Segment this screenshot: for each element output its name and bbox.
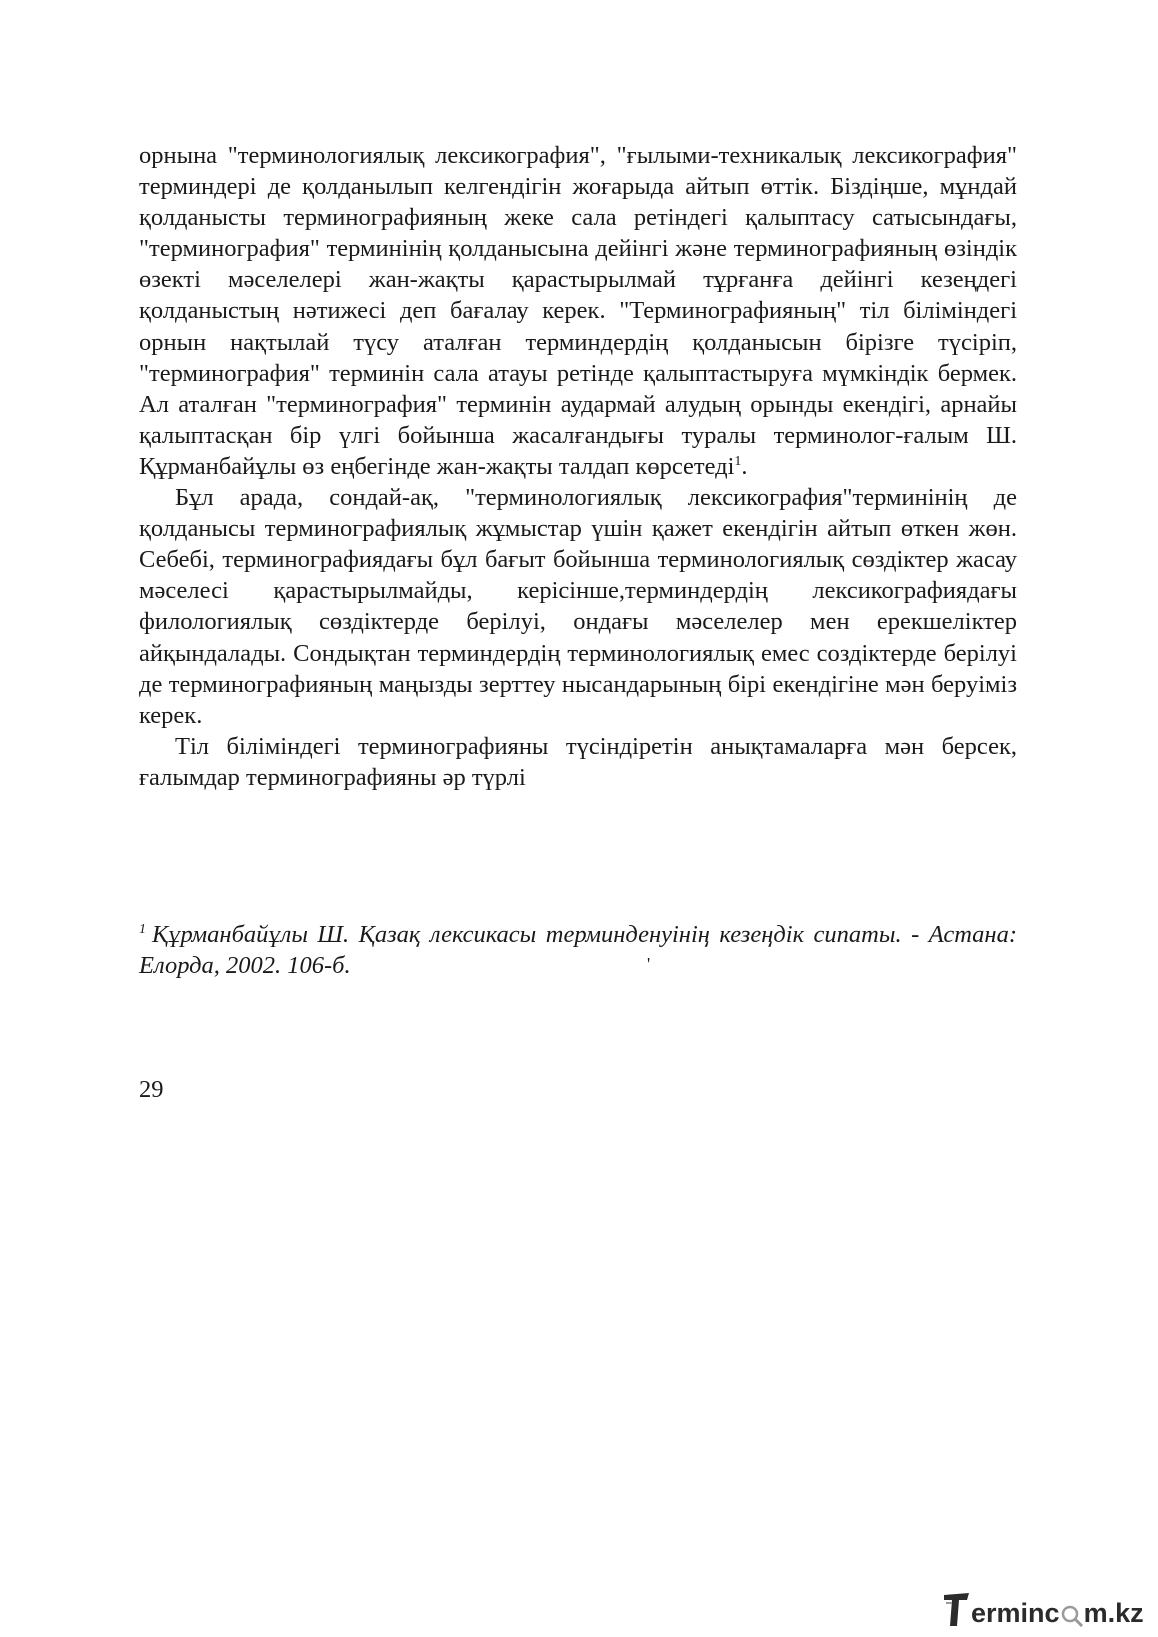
paragraph-1-end: . (741, 452, 748, 480)
t-logo-icon (943, 1591, 971, 1627)
paragraph-2: Бұл арада, сондай-ақ, "терминологиялық лексикография"терминінің де қолданысы терминографиялық жұмыстар үшін қажет екендігін айтып өткен жөн. Себебі, терминографиядағы бұл бағыт бойынша терминологиялық сөздіктер жасау мәселесі қарастырылмайды, керісінше,терминдердің лексикографиядағы филологиялық сөздіктерде берілуі, ондағы мәселелер мен ерекшеліктер айқындалады. Сондықтан терминдердің терминологиялық емес создіктерде берілуі де терминографияның маңызды зерттеу нысандарының бірі екендігіне мән беруіміз керек. (139, 484, 1017, 729)
termincom-watermark (943, 1587, 1144, 1627)
footnote-marker: 1 (139, 922, 146, 937)
page-number: 29 (139, 1076, 164, 1103)
magnifier-icon (1060, 1599, 1084, 1627)
paragraph-1-text: орнына "терминологиялық лексикография", "ғылыми-техникалық лексикография" терминдері де қолданылып келгендігін жоғарыда айтып өттік. Біздіңше, мұндай қолданысты терминографияның жеке сала ретіндегі қалыптасу сатысындағы, "терминография" терминінің қолданысына дейінгі және терминографияның өзіндік өзекті мәселелері жан-жақты қарастырылмай тұрғанға дейінгі кезеңдегі қолданыстың нәтижесі деп бағалау керек. "Терминографияның" тіл біліміндегі орнын нақтылай түсу аталған терминдердің қолданысын бірізге түсіріп, "терминография" терминін сала атауы ретінде қалыптастыруға мүмкіндік бермек. Ал аталған "терминография" терминін аудармай алудың орынды екендігі, арнайы қалыптасқан бір үлгі бойынша жасалғандығы туралы терминолог-ғалым Ш. Құрманбайұлы өз еңбегінде жан-жақты талдап көрсетеді (139, 142, 1017, 480)
paragraph-3: Тіл біліміндегі терминографияны түсіндіретін анықтамаларға мән берсек, ғалымдар терминографияны әр түрлі (139, 732, 1017, 791)
watermark-text-2: c (1044, 1598, 1060, 1628)
watermark-text-1: ermin (971, 1598, 1045, 1628)
paragraph-1 (139, 140, 1017, 482)
watermark-text-3: m.kz (1083, 1598, 1144, 1628)
footnote-text: Құрманбайұлы Ш. Қазақ лексикасы терминденуінің кезеңдік сипаты. - Астана: Елорда, 2002. 106-б. (139, 921, 1017, 979)
footnote (139, 919, 1017, 981)
stray-mark: ' (647, 954, 651, 974)
body-text (139, 140, 1017, 793)
footnote-reference[interactable]: 1 (734, 453, 742, 469)
